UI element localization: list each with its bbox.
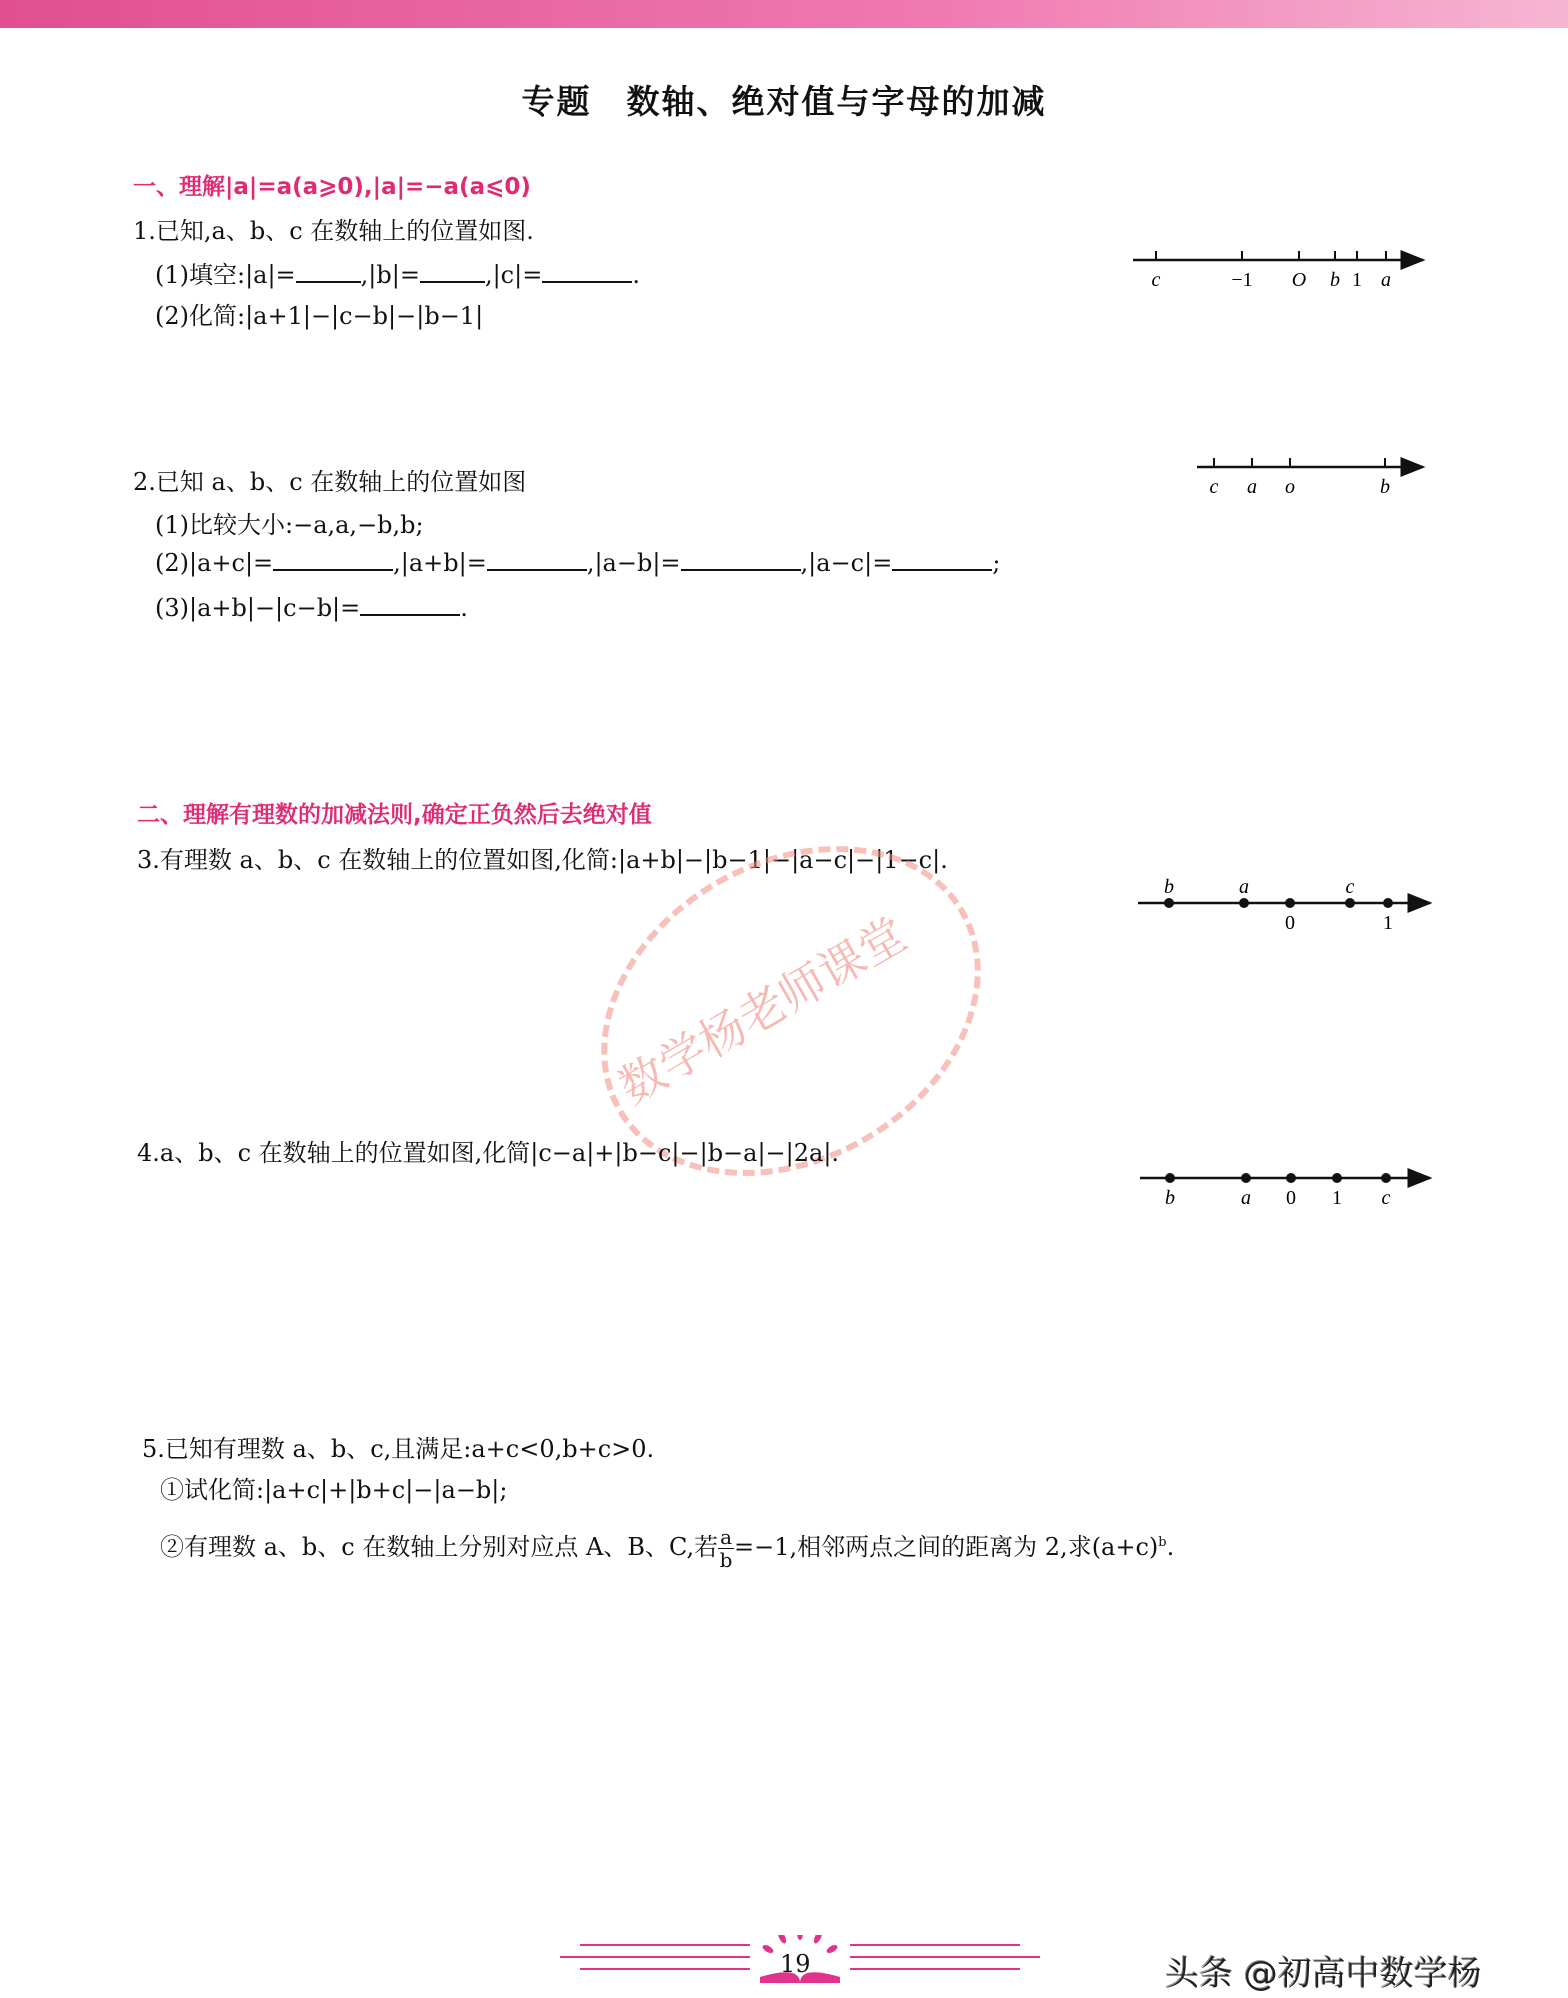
q4-point xyxy=(1332,1173,1342,1183)
section-2-heading: 二、理解有理数的加减法则,确定正负然后去绝对值 xyxy=(137,802,652,828)
q2-axis-label: c xyxy=(1209,476,1219,498)
q3-axis-label: 1 xyxy=(1383,912,1393,934)
q4-stem: 4.a、b、c 在数轴上的位置如图,化简|c−a|+|b−c|−|b−a|−|2a|. xyxy=(137,1139,840,1167)
q2-part2: (2)|a+c|= ,|a+b|= ,|a−b|= ,|a−c|= ; xyxy=(155,549,1001,577)
q4-axis-label: a xyxy=(1241,1187,1251,1209)
watermark-text: 数学杨老师课堂 xyxy=(609,906,916,1115)
q4-point xyxy=(1165,1173,1175,1183)
q3-point xyxy=(1345,898,1355,908)
q4-axis-label: c xyxy=(1381,1187,1391,1209)
q3-point xyxy=(1383,898,1393,908)
q1-stem: 1.已知,a、b、c 在数轴上的位置如图. xyxy=(133,217,534,245)
q1-axis-label: 1 xyxy=(1352,269,1362,291)
q2-stem: 2.已知 a、b、c 在数轴上的位置如图 xyxy=(133,468,527,496)
q1-axis-label: −1 xyxy=(1231,269,1253,291)
q3-point xyxy=(1285,898,1295,908)
q3-point xyxy=(1239,898,1249,908)
q4-axis-label: b xyxy=(1165,1187,1175,1209)
q1-part2: (2)化简:|a+1|−|c−b|−|b−1| xyxy=(155,302,484,330)
q2-axis-label: a xyxy=(1247,476,1257,498)
q3-axis-label: 0 xyxy=(1285,912,1295,934)
q1-axis-label: b xyxy=(1330,269,1340,291)
page-title: 专题 数轴、绝对值与字母的加减 xyxy=(521,82,1047,121)
q1-axis-label: O xyxy=(1291,269,1307,291)
q3-axis-label: b xyxy=(1164,876,1174,898)
q1-axis-label: c xyxy=(1151,269,1161,291)
q3-stem: 3.有理数 a、b、c 在数轴上的位置如图,化简:|a+b|−|b−1|−|a−c|−|1−c|. xyxy=(137,846,948,874)
q4-axis-label: 0 xyxy=(1286,1187,1296,1209)
section-1-heading: 一、理解|a|=a(a⩾0),|a|=−a(a⩽0) xyxy=(133,174,531,200)
q4-point xyxy=(1286,1173,1296,1183)
q1-axis-label: a xyxy=(1381,269,1391,291)
credit-watermark: 头条 @初高中数学杨 xyxy=(1165,1954,1482,1994)
q4-point xyxy=(1381,1173,1391,1183)
q5-part2: ②有理数 a、b、c 在数轴上分别对应点 A、B、C,若 $\frac{a}{b}$ =−1,相邻两点之间的距离为 2,求$(a+c)^b$. xyxy=(160,1525,1175,1572)
q2-axis-label: b xyxy=(1380,476,1390,498)
q3-axis-label: a xyxy=(1239,876,1249,898)
page-number: 19 xyxy=(780,1950,811,1978)
q2-axis-label: o xyxy=(1285,476,1295,498)
fraction-a-over-b: $\frac{a}{b}$ xyxy=(719,1525,733,1572)
q1-part1: (1)填空:|a|= ,|b|= ,|c|= . xyxy=(155,261,640,289)
q2-part1: (1)比较大小:−a,a,−b,b; xyxy=(155,511,424,539)
q4-point xyxy=(1241,1173,1251,1183)
q2-part3: (3)|a+b|−|c−b|= . xyxy=(155,594,468,622)
q5-stem: 5.已知有理数 a、b、c,且满足:a+c<0,b+c>0. xyxy=(142,1435,655,1463)
q5-part1: ①试化简:|a+c|+|b+c|−|a−b|; xyxy=(160,1476,508,1504)
q3-point xyxy=(1164,898,1174,908)
q3-axis-label: c xyxy=(1345,876,1355,898)
q4-axis-label: 1 xyxy=(1332,1187,1342,1209)
